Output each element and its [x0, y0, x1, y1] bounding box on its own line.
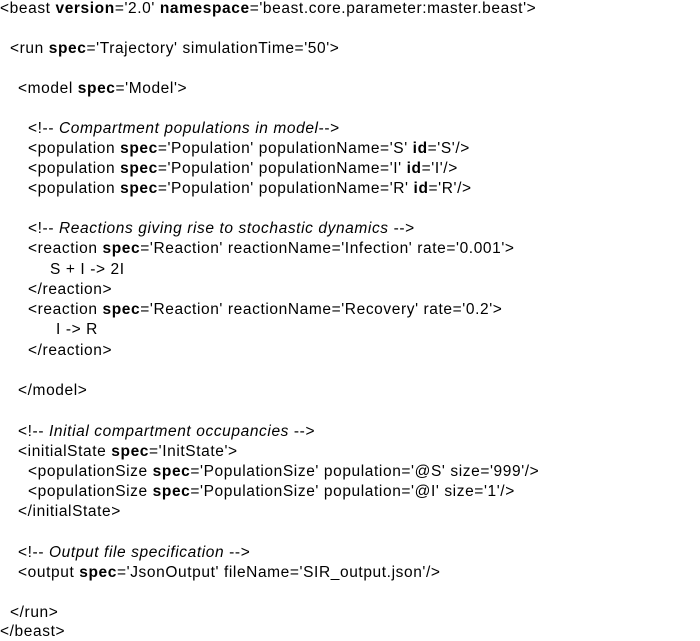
code-segment: ='Model'> [115, 80, 188, 97]
code-attribute-name: spec [48, 40, 87, 57]
code-segment: </initialState> [18, 503, 121, 520]
code-segment: </reaction> [28, 342, 113, 359]
code-comment-text: Output file specification [49, 544, 225, 561]
code-line-beast-close [0, 623, 65, 641]
code-attribute-name: spec [111, 443, 150, 460]
code-line-reaction-recovery [28, 301, 502, 319]
code-segment: S + I -> 2I [50, 261, 125, 278]
code-line-reaction-infection [28, 240, 515, 258]
code-segment: <reaction [28, 240, 103, 257]
code-segment: </model> [18, 382, 88, 399]
code-segment: ='Population' populationName='I' [157, 160, 407, 177]
code-attribute-name: spec [152, 483, 191, 500]
code-segment: ='JsonOutput' fileName='SIR_output.json'/> [117, 564, 441, 581]
code-segment: ='Trajectory' simulationTime='50'> [86, 40, 340, 57]
code-segment: <!-- [28, 120, 59, 137]
code-segment: </reaction> [28, 281, 113, 298]
code-segment: ='S'/> [427, 140, 470, 157]
code-line-reaction-close [28, 281, 112, 299]
code-attribute-name: id [412, 140, 428, 157]
code-segment: <run [10, 40, 49, 57]
code-line-run-open [10, 40, 339, 58]
code-segment: <population [28, 140, 121, 157]
code-line-population-i [28, 160, 458, 178]
code-segment: </run> [10, 604, 59, 621]
code-line-comment-initial [18, 423, 315, 441]
code-attribute-name: spec [152, 463, 191, 480]
code-line-reaction-close [28, 342, 112, 360]
code-segment: <!-- [28, 220, 59, 237]
code-segment: </beast> [0, 623, 66, 640]
code-comment-text: Reactions giving rise to stochastic dynamics [59, 220, 389, 237]
code-segment: ='beast.core.parameter:master.beast'> [249, 0, 537, 17]
code-segment: ='Reaction' reactionName='Infection' rate='0.001'> [140, 240, 515, 257]
code-segment: --> [289, 423, 316, 440]
code-attribute-name: spec [79, 564, 117, 581]
code-segment: ='Population' populationName='R' [157, 180, 414, 197]
code-segment: --> [318, 120, 340, 137]
code-segment: <output [18, 564, 80, 581]
code-segment: <population [28, 160, 121, 177]
code-segment: ='I'/> [421, 160, 458, 177]
code-attribute-name: namespace [159, 0, 250, 17]
code-line-initialstate-close [18, 503, 121, 521]
code-segment: <populationSize [28, 483, 153, 500]
code-comment-text: Compartment populations in model [59, 120, 319, 137]
code-line-run-close [10, 604, 58, 622]
code-line-populationsize-s [28, 463, 539, 481]
code-attribute-name: spec [120, 160, 158, 177]
code-line-model-open [18, 80, 187, 98]
code-segment: --> [224, 544, 251, 561]
code-line-population-s [28, 140, 470, 158]
code-segment: --> [388, 220, 415, 237]
code-segment: <population [28, 180, 121, 197]
code-attribute-name: spec [77, 80, 116, 97]
code-segment: <beast [0, 0, 56, 17]
code-segment: <!-- [18, 423, 49, 440]
code-line-populationsize-i [28, 483, 515, 501]
code-attribute-name: spec [102, 301, 141, 318]
code-segment: I -> R [56, 321, 98, 338]
code-segment: ='PopulationSize' population='@I' size='1'/> [190, 483, 515, 500]
code-segment: ='R'/> [428, 180, 472, 197]
code-line-reaction-infection-body [50, 261, 125, 279]
code-attribute-name: id [413, 180, 429, 197]
code-segment: <initialState [18, 443, 112, 460]
code-segment: <populationSize [28, 463, 153, 480]
code-attribute-name: spec [102, 240, 141, 257]
code-segment: ='Population' populationName='S' [157, 140, 413, 157]
code-comment-text: Initial compartment occupancies [49, 423, 290, 440]
code-attribute-name: spec [120, 180, 158, 197]
code-segment: ='2.0' [114, 0, 160, 17]
code-segment: ='PopulationSize' population='@S' size='999'/> [190, 463, 540, 480]
code-line-comment-populations [28, 120, 340, 138]
code-line-output [18, 564, 441, 582]
code-attribute-name: version [55, 0, 115, 17]
code-line-beast-open [0, 0, 536, 18]
code-attribute-name: spec [120, 140, 158, 157]
code-line-comment-reactions [28, 220, 415, 238]
code-line-comment-output [18, 544, 250, 562]
code-segment: ='Reaction' reactionName='Recovery' rate='0.2'> [140, 301, 503, 318]
code-segment: <model [18, 80, 78, 97]
code-line-population-r [28, 180, 472, 198]
code-segment: <reaction [28, 301, 103, 318]
code-attribute-name: id [406, 160, 422, 177]
code-line-initialstate-open [18, 443, 238, 461]
code-segment: ='InitState'> [149, 443, 238, 460]
code-segment: <!-- [18, 544, 49, 561]
code-line-model-close [18, 382, 87, 400]
code-line-reaction-recovery-body [56, 321, 98, 339]
